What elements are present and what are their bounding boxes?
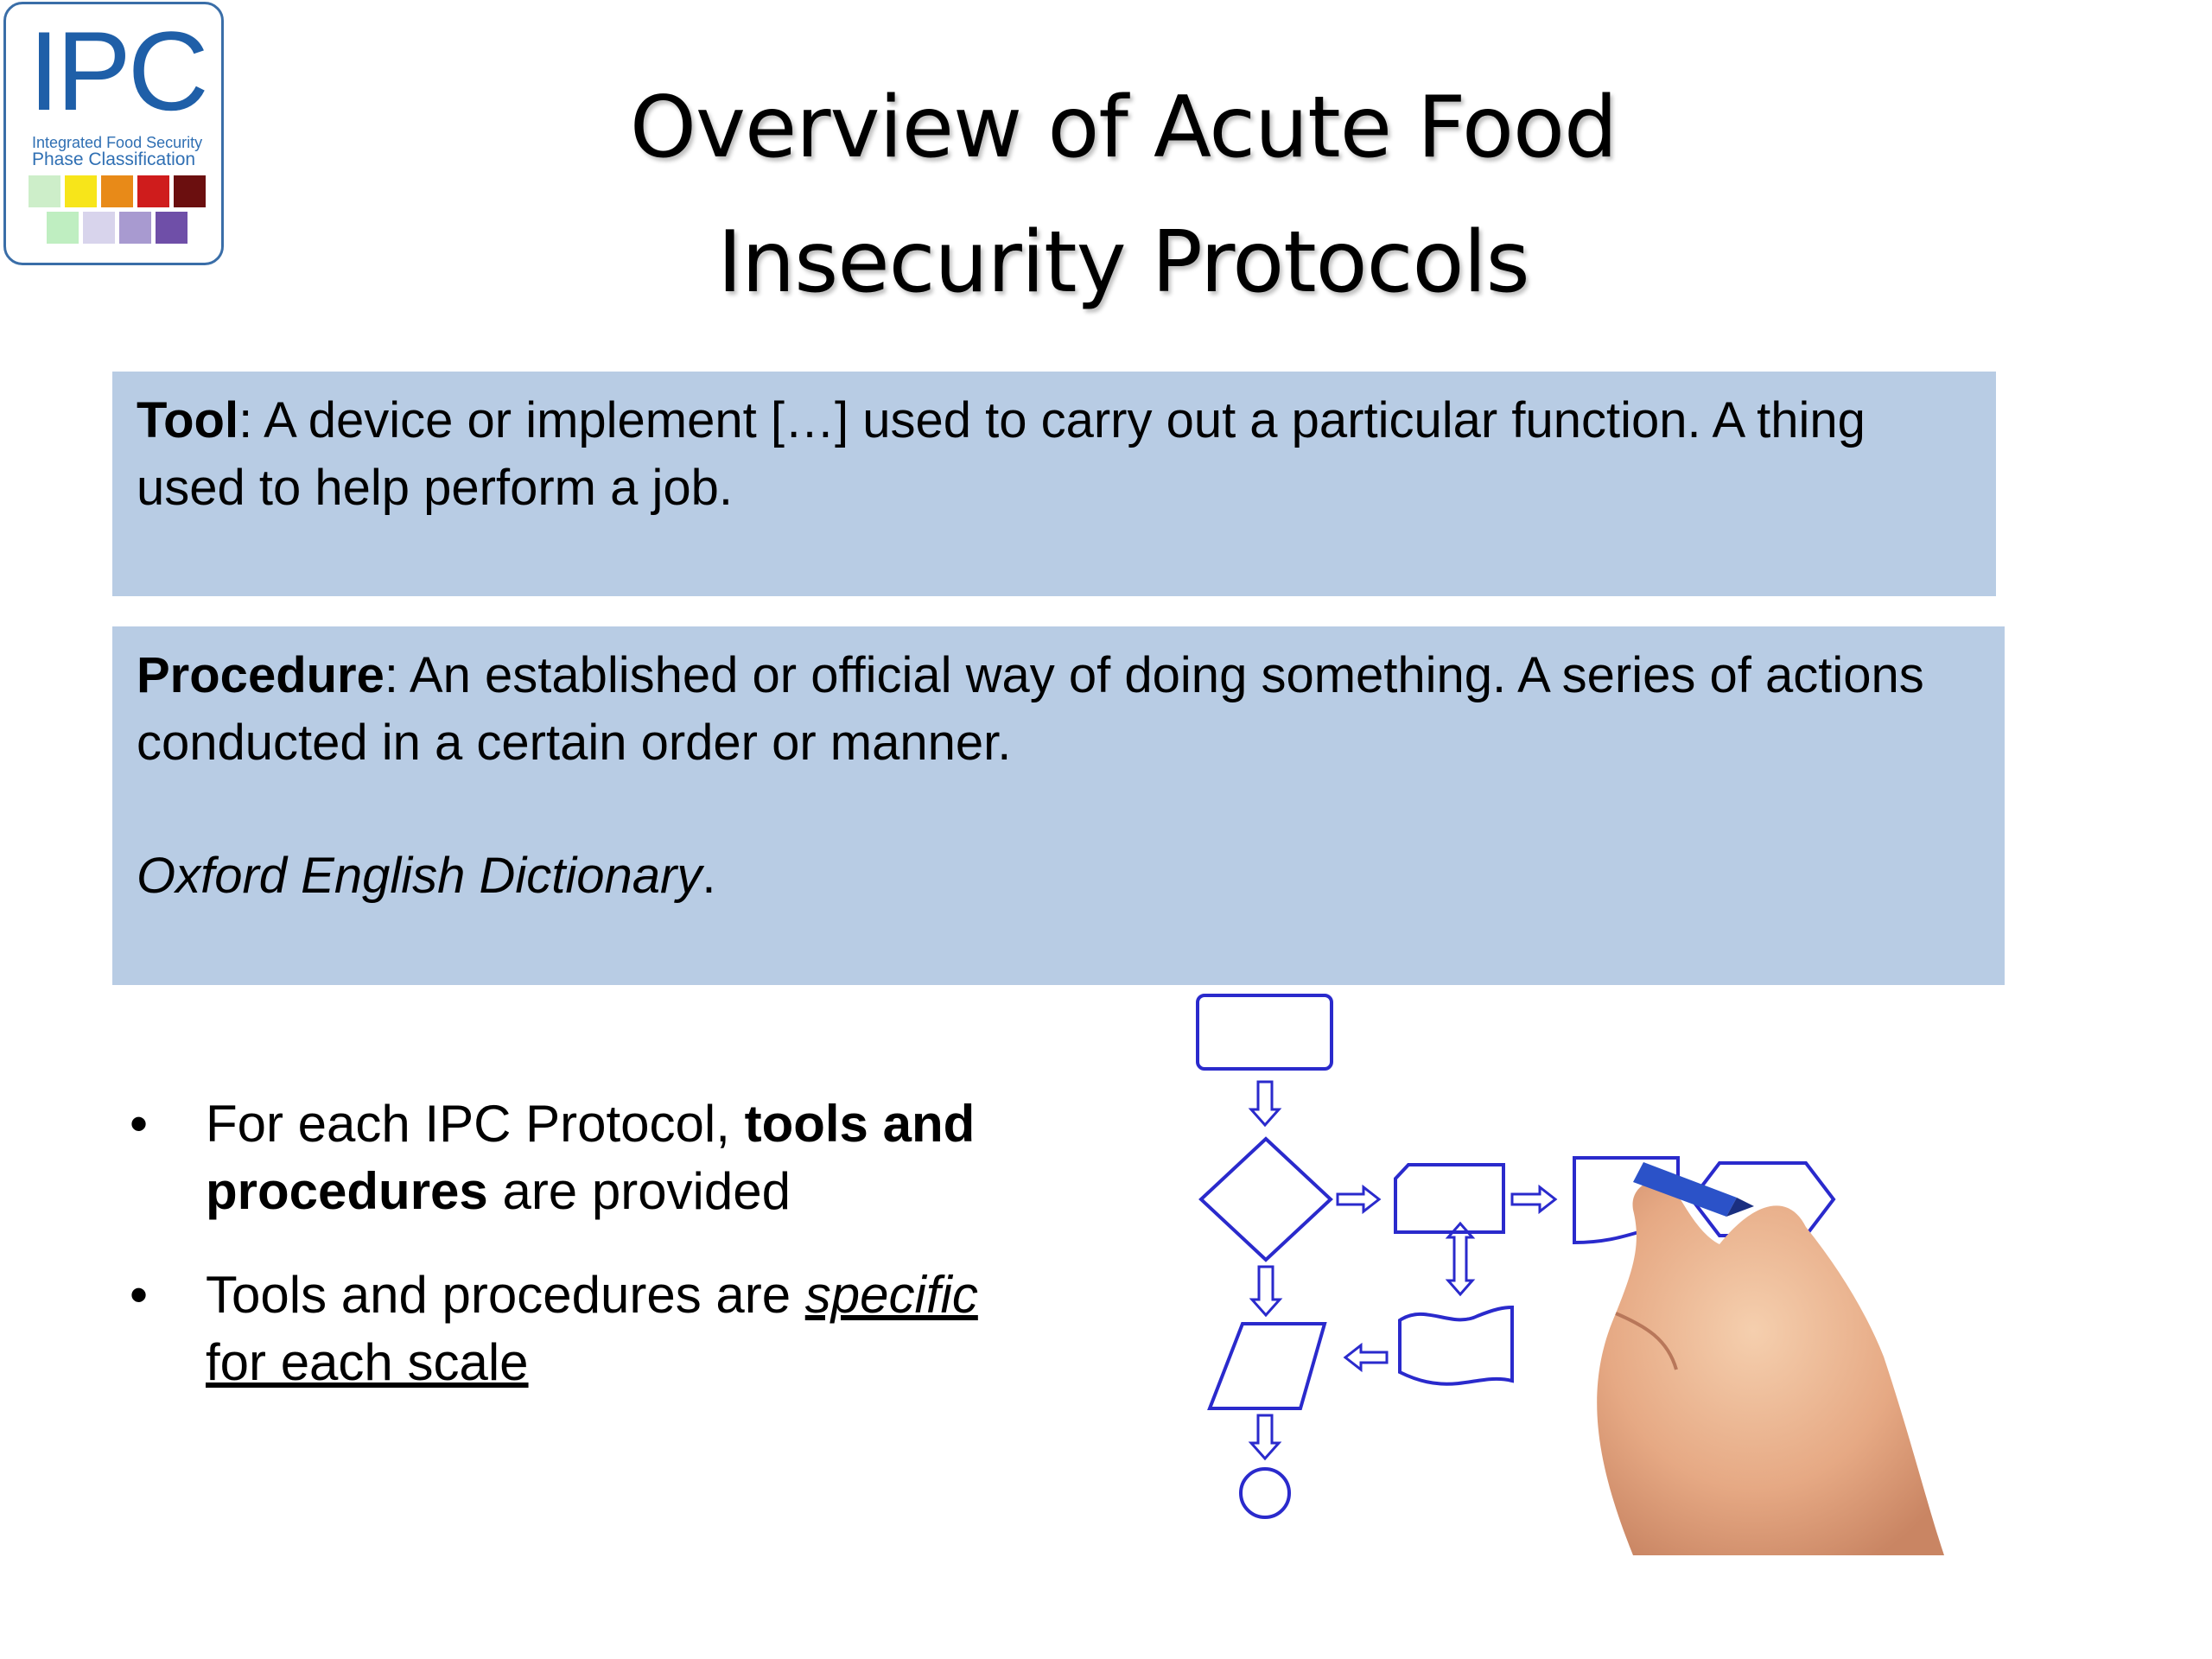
procedure-definition-box xyxy=(112,626,2005,985)
arrow-updown-icon xyxy=(1448,1224,1472,1294)
arrow-down-icon xyxy=(1252,1267,1280,1315)
bullet-2-emphasis: specific xyxy=(804,1266,978,1324)
phase-swatch xyxy=(29,175,60,207)
phase-swatch xyxy=(156,212,188,244)
flow-end-circle xyxy=(1241,1469,1289,1517)
bullet-mark: • xyxy=(130,1266,149,1324)
bullet-item-1 xyxy=(130,1090,1123,1225)
logo-text: IPC xyxy=(29,8,206,134)
procedure-term: Procedure xyxy=(137,647,385,703)
phase-color-swatches xyxy=(29,175,210,248)
phase-swatch xyxy=(65,175,97,207)
title-line-2: Insecurity Protocols xyxy=(717,213,1529,312)
phase-swatch xyxy=(83,212,115,244)
phase-swatch xyxy=(47,212,79,244)
bullet-1-bold-b: procedures xyxy=(206,1162,488,1220)
flow-decision-diamond xyxy=(1201,1139,1331,1260)
bullet-item-2 xyxy=(130,1262,1123,1396)
source-citation xyxy=(137,842,1980,910)
logo-subtitle-line1: Integrated Food Security xyxy=(32,134,203,151)
bullet-1-bold-a: tools and xyxy=(744,1095,976,1153)
bullet-2-underlined: for each scale xyxy=(206,1333,529,1391)
arrow-down-icon xyxy=(1251,1415,1279,1459)
tool-term: Tool xyxy=(137,392,239,448)
bullet-list xyxy=(130,1090,1123,1433)
flow-data-parallelogram xyxy=(1210,1324,1325,1408)
bullet-2-text: Tools and procedures are xyxy=(206,1266,805,1324)
flow-process-box xyxy=(1395,1165,1503,1232)
bullet-1-tail: are provided xyxy=(487,1162,791,1220)
bullet-1-text: For each IPC Protocol, xyxy=(206,1095,745,1153)
swatch-row-1 xyxy=(29,175,210,207)
arrow-left-icon xyxy=(1345,1345,1387,1370)
source-period: . xyxy=(702,848,716,904)
slide-title xyxy=(518,60,1728,330)
logo-subtitle xyxy=(32,134,213,168)
source-name: Oxford English Dictionary xyxy=(137,848,702,904)
phase-swatch xyxy=(137,175,169,207)
arrow-right-icon xyxy=(1512,1187,1555,1211)
flowchart-hand-illustration xyxy=(1149,985,2005,1555)
procedure-definition: : An established or official way of doing something. A series of actions conducted in a certain order or manner. xyxy=(137,647,1924,771)
flow-tape-shape xyxy=(1400,1307,1512,1384)
arrow-right-icon xyxy=(1338,1187,1379,1211)
hand xyxy=(1597,1181,1944,1555)
ipc-logo xyxy=(3,2,224,265)
tool-definition-box xyxy=(112,372,1996,596)
tool-definition: : A device or implement […] used to carry out a particular function. A thing used to help perform a job. xyxy=(137,392,1866,516)
bullet-mark: • xyxy=(130,1095,149,1153)
logo-subtitle-line2: Phase Classification xyxy=(32,149,196,169)
flow-start-box xyxy=(1198,995,1332,1069)
phase-swatch xyxy=(101,175,133,207)
title-line-1: Overview of Acute Food xyxy=(629,79,1618,177)
arrow-down-icon xyxy=(1251,1082,1279,1125)
swatch-row-2 xyxy=(29,212,210,244)
phase-swatch xyxy=(174,175,206,207)
phase-swatch xyxy=(119,212,151,244)
hand-with-marker xyxy=(1597,1162,1944,1555)
